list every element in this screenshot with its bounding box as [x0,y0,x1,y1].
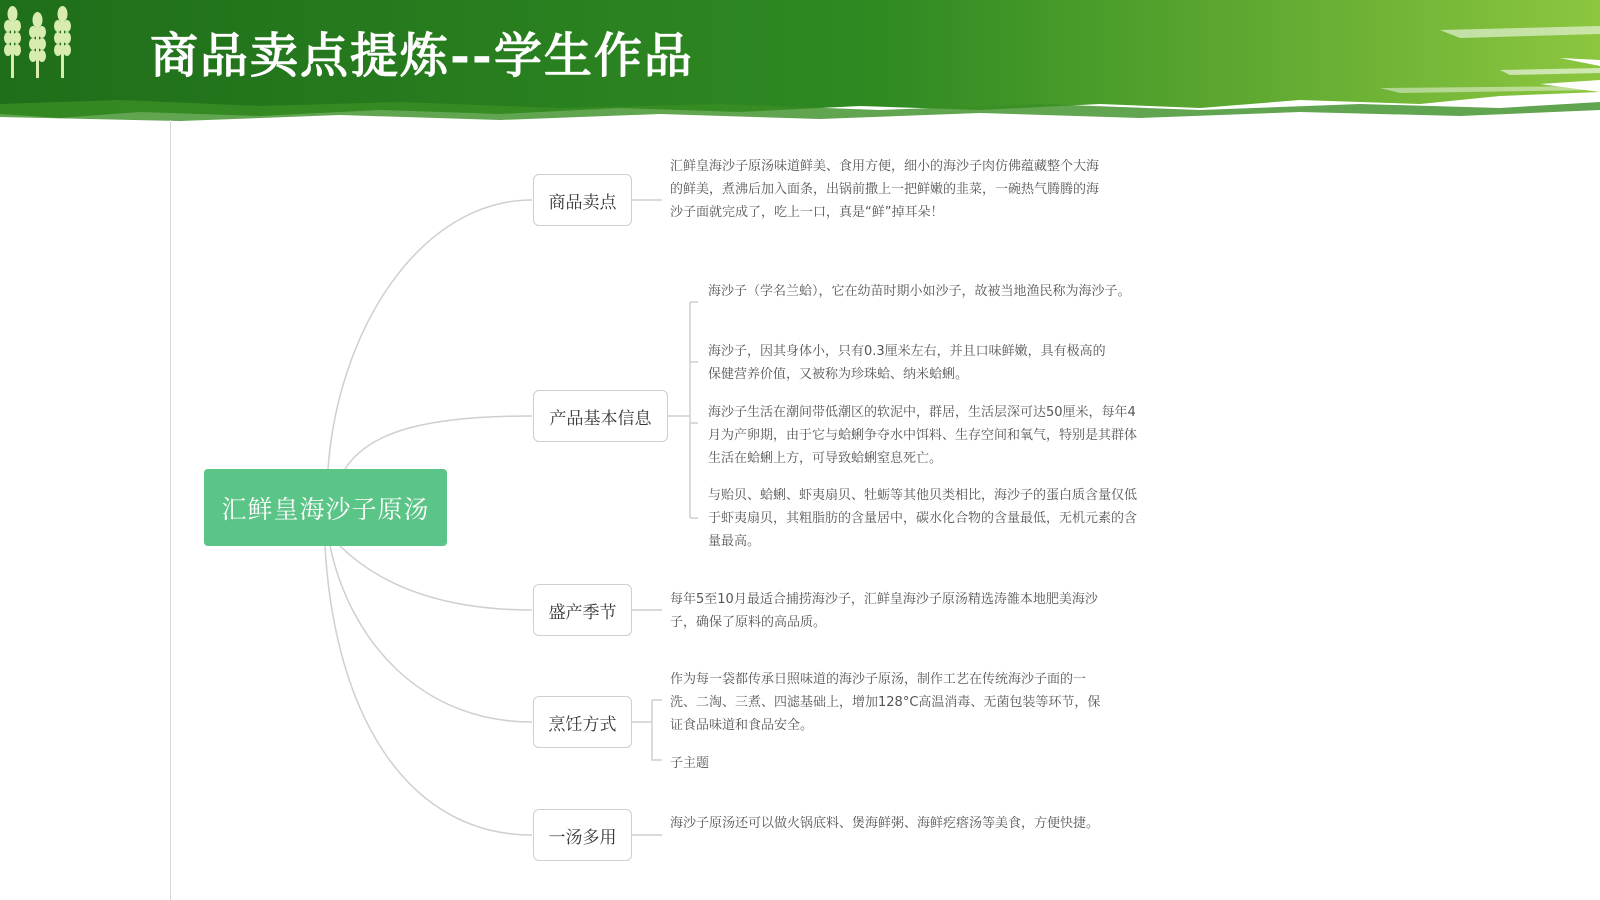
note-basic-info-4: 与贻贝、蛤蜊、虾夷扇贝、牡蛎等其他贝类相比，海沙子的蛋白质含量仅低于虾夷扇贝，其粗脂肪的含量居中，碳水化合物的含量最低，无机元素的含量最高。 [708,488,1138,549]
note-basic-info-1: 海沙子（学名兰蛤），它在幼苗时期小如沙子，故被当地渔民称为海沙子。 [708,284,1131,299]
branch-multi-use[interactable]: 一汤多用 [533,809,632,861]
note-selling-points: 汇鲜皇海沙子原汤味道鲜美、食用方便，细小的海沙子肉仿佛蕴藏整个大海的鲜美，煮沸后加入面条，出锅前撒上一把鲜嫩的韭菜，一碗热气腾腾的海沙子面就完成了，吃上一口，真是“鲜”掉耳朵！ [670,159,1100,220]
note-peak-season: 每年5至10月最适合捕捞海沙子，汇鲜皇海沙子原汤精选涛雒本地肥美海沙子，确保了原料的高品质。 [670,592,1098,630]
note-multi-use: 海沙子原汤还可以做火锅底料、煲海鲜粥、海鲜疙瘩汤等美食，方便快捷。 [670,816,1100,831]
mindmap-root-node[interactable]: 汇鲜皇海沙子原汤 [204,469,447,546]
note-subtopic: 子主题 [670,756,710,771]
branch-peak-season[interactable]: 盛产季节 [533,584,632,636]
branch-selling-points[interactable]: 商品卖点 [533,174,632,226]
note-cooking-method: 作为每一袋都传承日照味道的海沙子原汤，制作工艺在传统海沙子面的一洗、二淘、三煮、四滤基础上，增加128°C高温消毒、无菌包装等环节，保证食品味道和食品安全。 [670,672,1101,733]
note-basic-info-3: 海沙子生活在潮间带低潮区的软泥中，群居，生活层深可达50厘米，每年4月为产卵期，由于它与蛤蜊争夺水中饵料、生存空间和氧气，特别是其群体生活在蛤蜊上方，可导致蛤蜊窒息死亡。 [708,405,1138,466]
branch-basic-info[interactable]: 产品基本信息 [533,390,668,442]
slide-title: 商品卖点提炼--学生作品 [150,28,694,84]
branch-cooking-method[interactable]: 烹饪方式 [533,696,632,748]
note-basic-info-2: 海沙子，因其身体小，只有0.3厘米左右，并且口味鲜嫩，具有极高的保健营养价值，又被称为珍珠蛤、纳米蛤蜊。 [708,344,1106,382]
